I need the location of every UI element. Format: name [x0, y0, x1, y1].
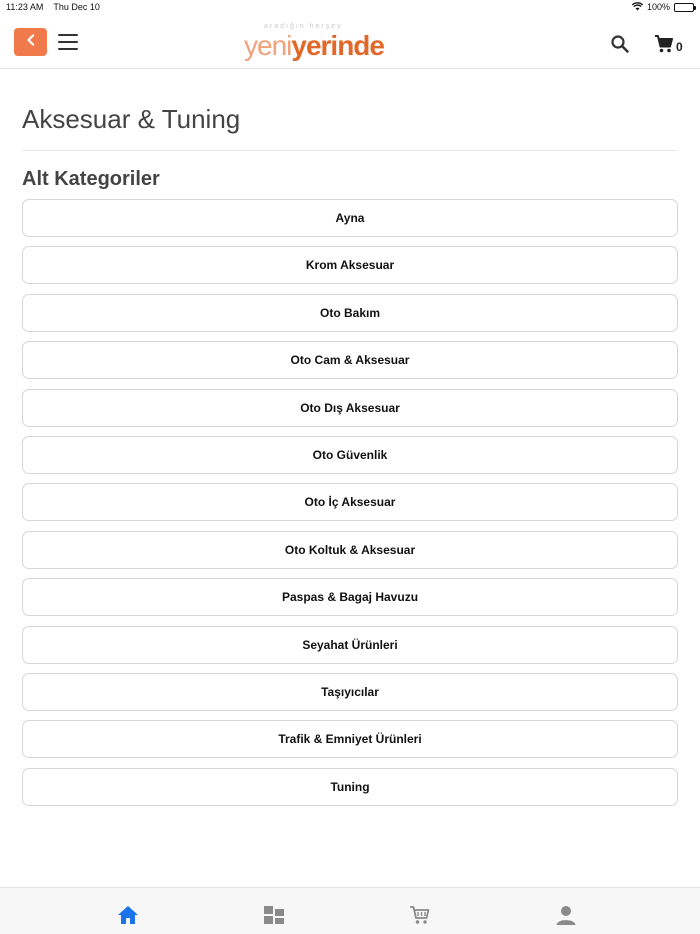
category-list: [22, 199, 678, 815]
section-title: Alt Kategoriler: [22, 168, 160, 190]
category-item[interactable]: Taşıyıcılar: [22, 673, 678, 711]
tab-categories[interactable]: [262, 906, 286, 928]
category-item[interactable]: Trafik & Emniyet Ürünleri: [22, 720, 678, 758]
logo[interactable]: [244, 20, 404, 62]
back-button[interactable]: [14, 28, 47, 56]
category-item[interactable]: Krom Aksesuar: [22, 246, 678, 284]
category-item[interactable]: Oto İç Aksesuar: [22, 483, 678, 521]
category-item[interactable]: Ayna: [22, 199, 678, 237]
status-date: Thu Dec 10: [53, 2, 100, 12]
page-title: Aksesuar & Tuning: [22, 104, 241, 134]
search-icon[interactable]: [610, 34, 630, 54]
cart-count: 0: [676, 39, 683, 54]
categories-icon: [263, 905, 285, 930]
back-icon: [25, 33, 37, 51]
category-item[interactable]: Tuning: [22, 768, 678, 806]
cart-icon: [409, 905, 431, 930]
tab-bar: [0, 887, 700, 934]
category-item[interactable]: Oto Bakım: [22, 294, 678, 332]
tab-account[interactable]: [554, 906, 578, 928]
app-header: [0, 14, 700, 69]
status-right: [632, 2, 694, 13]
battery-icon: [674, 3, 694, 12]
logo-wordmark: yeniyerinde: [244, 30, 384, 61]
battery-percent: 100%: [646, 2, 670, 12]
tab-home[interactable]: [116, 906, 140, 928]
status-time: 11:23 AM: [6, 2, 44, 12]
home-icon: [117, 905, 139, 930]
wifi-icon: [632, 2, 643, 13]
status-bar: [0, 0, 700, 14]
user-icon: [555, 905, 577, 930]
menu-icon[interactable]: [58, 34, 78, 50]
category-item[interactable]: Oto Koltuk & Aksesuar: [22, 531, 678, 569]
logo-tagline: aradığın herşey: [264, 23, 343, 30]
category-item[interactable]: Seyahat Ürünleri: [22, 626, 678, 664]
category-item[interactable]: Oto Güvenlik: [22, 436, 678, 474]
category-item[interactable]: Oto Dış Aksesuar: [22, 389, 678, 427]
category-item[interactable]: Oto Cam & Aksesuar: [22, 341, 678, 379]
tab-cart[interactable]: [408, 906, 432, 928]
header-cart-button[interactable]: [654, 34, 683, 59]
category-item[interactable]: Paspas & Bagaj Havuzu: [22, 578, 678, 616]
divider: [22, 150, 678, 151]
cart-icon: [654, 34, 674, 59]
